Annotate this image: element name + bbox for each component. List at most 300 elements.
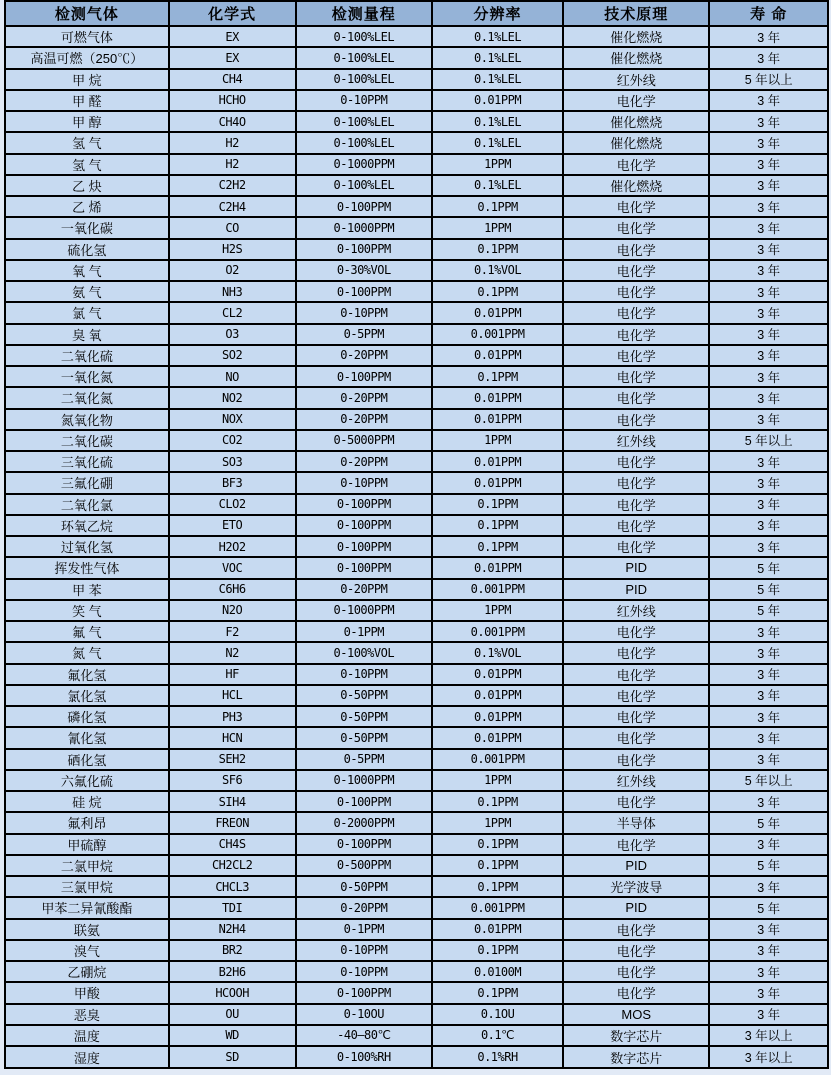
cell-resolution: 0.001PPM bbox=[432, 621, 563, 642]
cell-chemical-formula: NO2 bbox=[169, 387, 296, 408]
cell-chemical-formula: HCOOH bbox=[169, 982, 296, 1003]
cell-chemical-formula: H2 bbox=[169, 132, 296, 153]
cell-gas-name: 六氟化硫 bbox=[5, 770, 169, 791]
cell-chemical-formula: CO2 bbox=[169, 430, 296, 451]
cell-chemical-formula: TDI bbox=[169, 897, 296, 918]
cell-detection-range: 0-5PPM bbox=[296, 324, 433, 345]
cell-chemical-formula: N2O bbox=[169, 600, 296, 621]
cell-lifespan: 3 年 bbox=[709, 515, 828, 536]
cell-detection-range: 0-10PPM bbox=[296, 940, 433, 961]
cell-gas-name: 二氯甲烷 bbox=[5, 855, 169, 876]
cell-gas-name: 臭 氧 bbox=[5, 324, 169, 345]
cell-detection-range: 0-100PPM bbox=[296, 239, 433, 260]
cell-lifespan: 3 年 bbox=[709, 621, 828, 642]
cell-gas-name: 甲硫醇 bbox=[5, 834, 169, 855]
table-row bbox=[5, 940, 828, 961]
cell-detection-range: 0-5PPM bbox=[296, 749, 433, 770]
cell-gas-name: 二氧化氮 bbox=[5, 387, 169, 408]
cell-resolution: 0.1%LEL bbox=[432, 69, 563, 90]
cell-technical-principle: 电化学 bbox=[563, 324, 709, 345]
cell-chemical-formula: HCHO bbox=[169, 90, 296, 111]
cell-detection-range: 0-100PPM bbox=[296, 515, 433, 536]
cell-chemical-formula: NO bbox=[169, 366, 296, 387]
cell-gas-name: 硫化氢 bbox=[5, 239, 169, 260]
cell-chemical-formula: NOX bbox=[169, 409, 296, 430]
cell-gas-name: 氰化氢 bbox=[5, 727, 169, 748]
cell-detection-range: 0-100PPM bbox=[296, 834, 433, 855]
column-header-resolution: 分辨率 bbox=[432, 1, 563, 26]
cell-detection-range: 0-1000PPM bbox=[296, 217, 433, 238]
table-row bbox=[5, 834, 828, 855]
cell-gas-name: 乙 烯 bbox=[5, 196, 169, 217]
table-row bbox=[5, 175, 828, 196]
table-row bbox=[5, 876, 828, 897]
cell-lifespan: 3 年 bbox=[709, 387, 828, 408]
cell-gas-name: 甲 醛 bbox=[5, 90, 169, 111]
cell-technical-principle: 电化学 bbox=[563, 727, 709, 748]
cell-gas-name: 三氯甲烷 bbox=[5, 876, 169, 897]
cell-lifespan: 3 年 bbox=[709, 132, 828, 153]
cell-gas-name: 恶臭 bbox=[5, 1004, 169, 1025]
cell-lifespan: 3 年 bbox=[709, 642, 828, 663]
cell-gas-name: 甲苯二异氰酸酯 bbox=[5, 897, 169, 918]
cell-detection-range: 0-50PPM bbox=[296, 685, 433, 706]
cell-detection-range: 0-2000PPM bbox=[296, 812, 433, 833]
cell-chemical-formula: C2H2 bbox=[169, 175, 296, 196]
cell-lifespan: 3 年 bbox=[709, 451, 828, 472]
table-row bbox=[5, 791, 828, 812]
cell-detection-range: 0-50PPM bbox=[296, 706, 433, 727]
cell-chemical-formula: F2 bbox=[169, 621, 296, 642]
cell-lifespan: 5 年 bbox=[709, 855, 828, 876]
cell-chemical-formula: CL2 bbox=[169, 302, 296, 323]
cell-lifespan: 3 年以上 bbox=[709, 1046, 828, 1068]
cell-chemical-formula: B2H6 bbox=[169, 961, 296, 982]
cell-resolution: 0.001PPM bbox=[432, 897, 563, 918]
cell-gas-name: 三氟化硼 bbox=[5, 472, 169, 493]
cell-chemical-formula: BR2 bbox=[169, 940, 296, 961]
cell-resolution: 0.1OU bbox=[432, 1004, 563, 1025]
cell-chemical-formula: H2O2 bbox=[169, 536, 296, 557]
table-row bbox=[5, 642, 828, 663]
cell-lifespan: 3 年 bbox=[709, 749, 828, 770]
cell-resolution: 0.01PPM bbox=[432, 387, 563, 408]
cell-technical-principle: 数字芯片 bbox=[563, 1025, 709, 1046]
cell-resolution: 0.1PPM bbox=[432, 494, 563, 515]
cell-resolution: 0.1%VOL bbox=[432, 260, 563, 281]
cell-chemical-formula: HCN bbox=[169, 727, 296, 748]
cell-gas-name: 氢 气 bbox=[5, 154, 169, 175]
cell-detection-range: 0-10OU bbox=[296, 1004, 433, 1025]
cell-resolution: 0.1%LEL bbox=[432, 26, 563, 47]
table-row bbox=[5, 855, 828, 876]
cell-detection-range: 0-50PPM bbox=[296, 727, 433, 748]
cell-lifespan: 5 年以上 bbox=[709, 770, 828, 791]
cell-resolution: 0.01PPM bbox=[432, 302, 563, 323]
cell-chemical-formula: FREON bbox=[169, 812, 296, 833]
cell-chemical-formula: C6H6 bbox=[169, 579, 296, 600]
cell-gas-name: 氮氧化物 bbox=[5, 409, 169, 430]
cell-chemical-formula: VOC bbox=[169, 557, 296, 578]
table-row bbox=[5, 345, 828, 366]
cell-gas-name: 三氧化硫 bbox=[5, 451, 169, 472]
cell-technical-principle: PID bbox=[563, 557, 709, 578]
cell-technical-principle: 半导体 bbox=[563, 812, 709, 833]
cell-technical-principle: 电化学 bbox=[563, 217, 709, 238]
cell-technical-principle: 电化学 bbox=[563, 940, 709, 961]
table-row bbox=[5, 600, 828, 621]
table-row bbox=[5, 451, 828, 472]
cell-resolution: 0.1%VOL bbox=[432, 642, 563, 663]
cell-gas-name: 过氧化氢 bbox=[5, 536, 169, 557]
cell-technical-principle: 电化学 bbox=[563, 961, 709, 982]
cell-technical-principle: 电化学 bbox=[563, 90, 709, 111]
cell-resolution: 1PPM bbox=[432, 217, 563, 238]
cell-technical-principle: 电化学 bbox=[563, 366, 709, 387]
cell-lifespan: 3 年 bbox=[709, 175, 828, 196]
cell-gas-name: 甲 苯 bbox=[5, 579, 169, 600]
cell-detection-range: 0-10PPM bbox=[296, 664, 433, 685]
cell-gas-name: 挥发性气体 bbox=[5, 557, 169, 578]
cell-technical-principle: 电化学 bbox=[563, 345, 709, 366]
cell-gas-name: 一氧化氮 bbox=[5, 366, 169, 387]
cell-resolution: 1PPM bbox=[432, 812, 563, 833]
cell-chemical-formula: O3 bbox=[169, 324, 296, 345]
table-row bbox=[5, 430, 828, 451]
cell-lifespan: 5 年 bbox=[709, 579, 828, 600]
cell-resolution: 0.01PPM bbox=[432, 90, 563, 111]
cell-gas-name: 一氧化碳 bbox=[5, 217, 169, 238]
cell-technical-principle: PID bbox=[563, 897, 709, 918]
cell-resolution: 0.1PPM bbox=[432, 940, 563, 961]
cell-detection-range: 0-100PPM bbox=[296, 366, 433, 387]
cell-lifespan: 3 年 bbox=[709, 154, 828, 175]
table-row bbox=[5, 621, 828, 642]
gas-sensor-spec-sheet bbox=[4, 0, 829, 1069]
cell-resolution: 0.1%LEL bbox=[432, 47, 563, 68]
cell-technical-principle: 电化学 bbox=[563, 919, 709, 940]
cell-gas-name: 氯化氢 bbox=[5, 685, 169, 706]
cell-gas-name: 乙 炔 bbox=[5, 175, 169, 196]
cell-chemical-formula: CHCL3 bbox=[169, 876, 296, 897]
cell-gas-name: 氟 气 bbox=[5, 621, 169, 642]
cell-lifespan: 3 年 bbox=[709, 664, 828, 685]
table-row bbox=[5, 47, 828, 68]
cell-technical-principle: 电化学 bbox=[563, 302, 709, 323]
cell-technical-principle: 电化学 bbox=[563, 196, 709, 217]
cell-detection-range: 0-100%LEL bbox=[296, 26, 433, 47]
cell-resolution: 0.01PPM bbox=[432, 345, 563, 366]
cell-chemical-formula: NH3 bbox=[169, 281, 296, 302]
cell-chemical-formula: PH3 bbox=[169, 706, 296, 727]
cell-lifespan: 3 年 bbox=[709, 366, 828, 387]
cell-detection-range: 0-50PPM bbox=[296, 876, 433, 897]
cell-resolution: 0.01PPM bbox=[432, 685, 563, 706]
cell-resolution: 0.1%LEL bbox=[432, 111, 563, 132]
cell-chemical-formula: ETO bbox=[169, 515, 296, 536]
cell-technical-principle: 红外线 bbox=[563, 770, 709, 791]
cell-gas-name: 二氧化氯 bbox=[5, 494, 169, 515]
cell-lifespan: 3 年 bbox=[709, 940, 828, 961]
cell-detection-range: 0-10PPM bbox=[296, 90, 433, 111]
cell-technical-principle: 电化学 bbox=[563, 834, 709, 855]
cell-technical-principle: 催化燃烧 bbox=[563, 26, 709, 47]
cell-chemical-formula: OU bbox=[169, 1004, 296, 1025]
cell-chemical-formula: EX bbox=[169, 47, 296, 68]
cell-chemical-formula: SD bbox=[169, 1046, 296, 1068]
cell-detection-range: 0-100%LEL bbox=[296, 69, 433, 90]
table-row bbox=[5, 685, 828, 706]
cell-resolution: 0.01PPM bbox=[432, 409, 563, 430]
cell-lifespan: 3 年 bbox=[709, 1004, 828, 1025]
cell-detection-range: 0-100%LEL bbox=[296, 175, 433, 196]
table-row bbox=[5, 749, 828, 770]
cell-chemical-formula: H2 bbox=[169, 154, 296, 175]
cell-detection-range: 0-100PPM bbox=[296, 536, 433, 557]
cell-detection-range: -40—80℃ bbox=[296, 1025, 433, 1046]
cell-technical-principle: 红外线 bbox=[563, 69, 709, 90]
table-row bbox=[5, 961, 828, 982]
table-row bbox=[5, 217, 828, 238]
cell-resolution: 0.1PPM bbox=[432, 834, 563, 855]
cell-gas-name: 硒化氢 bbox=[5, 749, 169, 770]
table-row bbox=[5, 1025, 828, 1046]
column-header-principle: 技术原理 bbox=[563, 1, 709, 26]
cell-detection-range: 0-1000PPM bbox=[296, 154, 433, 175]
cell-lifespan: 5 年以上 bbox=[709, 430, 828, 451]
cell-technical-principle: 催化燃烧 bbox=[563, 132, 709, 153]
cell-lifespan: 3 年 bbox=[709, 727, 828, 748]
cell-technical-principle: 电化学 bbox=[563, 706, 709, 727]
cell-detection-range: 0-10PPM bbox=[296, 961, 433, 982]
cell-chemical-formula: SIH4 bbox=[169, 791, 296, 812]
cell-resolution: 0.1PPM bbox=[432, 982, 563, 1003]
cell-chemical-formula: O2 bbox=[169, 260, 296, 281]
cell-chemical-formula: N2H4 bbox=[169, 919, 296, 940]
cell-lifespan: 5 年 bbox=[709, 812, 828, 833]
cell-resolution: 0.1PPM bbox=[432, 196, 563, 217]
cell-chemical-formula: SO3 bbox=[169, 451, 296, 472]
cell-gas-name: 氮 气 bbox=[5, 642, 169, 663]
table-row bbox=[5, 579, 828, 600]
cell-resolution: 1PPM bbox=[432, 430, 563, 451]
cell-gas-name: 甲酸 bbox=[5, 982, 169, 1003]
table-row bbox=[5, 812, 828, 833]
cell-lifespan: 3 年 bbox=[709, 919, 828, 940]
cell-chemical-formula: WD bbox=[169, 1025, 296, 1046]
cell-detection-range: 0-100PPM bbox=[296, 494, 433, 515]
cell-resolution: 0.01PPM bbox=[432, 451, 563, 472]
cell-gas-name: 二氧化碳 bbox=[5, 430, 169, 451]
cell-lifespan: 3 年 bbox=[709, 47, 828, 68]
cell-technical-principle: 催化燃烧 bbox=[563, 175, 709, 196]
cell-lifespan: 3 年 bbox=[709, 409, 828, 430]
cell-lifespan: 3 年 bbox=[709, 982, 828, 1003]
cell-technical-principle: 电化学 bbox=[563, 621, 709, 642]
table-row bbox=[5, 132, 828, 153]
cell-resolution: 0.1%RH bbox=[432, 1046, 563, 1068]
table-row bbox=[5, 111, 828, 132]
cell-chemical-formula: EX bbox=[169, 26, 296, 47]
cell-resolution: 0.1℃ bbox=[432, 1025, 563, 1046]
table-row bbox=[5, 982, 828, 1003]
cell-chemical-formula: SO2 bbox=[169, 345, 296, 366]
table-row bbox=[5, 515, 828, 536]
cell-technical-principle: 电化学 bbox=[563, 685, 709, 706]
cell-chemical-formula: HCL bbox=[169, 685, 296, 706]
table-row bbox=[5, 281, 828, 302]
cell-technical-principle: 电化学 bbox=[563, 472, 709, 493]
cell-resolution: 0.01PPM bbox=[432, 727, 563, 748]
cell-lifespan: 5 年 bbox=[709, 897, 828, 918]
table-row bbox=[5, 260, 828, 281]
cell-resolution: 0.1%LEL bbox=[432, 175, 563, 196]
cell-technical-principle: 电化学 bbox=[563, 409, 709, 430]
cell-resolution: 0.1PPM bbox=[432, 855, 563, 876]
cell-resolution: 0.0100M bbox=[432, 961, 563, 982]
cell-technical-principle: 电化学 bbox=[563, 664, 709, 685]
cell-chemical-formula: HF bbox=[169, 664, 296, 685]
cell-resolution: 0.1%LEL bbox=[432, 132, 563, 153]
cell-detection-range: 0-500PPM bbox=[296, 855, 433, 876]
cell-lifespan: 5 年以上 bbox=[709, 69, 828, 90]
table-row bbox=[5, 472, 828, 493]
cell-gas-name: 高温可燃（250℃） bbox=[5, 47, 169, 68]
cell-technical-principle: 电化学 bbox=[563, 281, 709, 302]
cell-resolution: 0.1PPM bbox=[432, 239, 563, 260]
cell-detection-range: 0-20PPM bbox=[296, 387, 433, 408]
table-row bbox=[5, 26, 828, 47]
cell-lifespan: 5 年 bbox=[709, 600, 828, 621]
cell-technical-principle: 电化学 bbox=[563, 642, 709, 663]
cell-detection-range: 0-100%RH bbox=[296, 1046, 433, 1068]
cell-lifespan: 3 年 bbox=[709, 791, 828, 812]
cell-detection-range: 0-5000PPM bbox=[296, 430, 433, 451]
cell-detection-range: 0-20PPM bbox=[296, 409, 433, 430]
table-row bbox=[5, 409, 828, 430]
column-header-range: 检测量程 bbox=[296, 1, 433, 26]
cell-chemical-formula: CH4S bbox=[169, 834, 296, 855]
cell-lifespan: 3 年 bbox=[709, 217, 828, 238]
cell-gas-name: 硅 烷 bbox=[5, 791, 169, 812]
cell-lifespan: 3 年 bbox=[709, 494, 828, 515]
cell-gas-name: 乙硼烷 bbox=[5, 961, 169, 982]
column-header-gas: 检测气体 bbox=[5, 1, 169, 26]
cell-chemical-formula: CO bbox=[169, 217, 296, 238]
cell-detection-range: 0-20PPM bbox=[296, 579, 433, 600]
cell-detection-range: 0-100%LEL bbox=[296, 132, 433, 153]
cell-resolution: 0.01PPM bbox=[432, 706, 563, 727]
table-header bbox=[5, 1, 828, 26]
table-row bbox=[5, 919, 828, 940]
cell-gas-name: 溴气 bbox=[5, 940, 169, 961]
cell-chemical-formula: SEH2 bbox=[169, 749, 296, 770]
cell-resolution: 0.1PPM bbox=[432, 366, 563, 387]
cell-chemical-formula: C2H4 bbox=[169, 196, 296, 217]
cell-detection-range: 0-100%VOL bbox=[296, 642, 433, 663]
cell-resolution: 0.01PPM bbox=[432, 557, 563, 578]
cell-lifespan: 3 年 bbox=[709, 281, 828, 302]
cell-chemical-formula: CH4O bbox=[169, 111, 296, 132]
cell-technical-principle: 数字芯片 bbox=[563, 1046, 709, 1068]
cell-lifespan: 3 年 bbox=[709, 961, 828, 982]
cell-resolution: 0.1PPM bbox=[432, 536, 563, 557]
cell-chemical-formula: CLO2 bbox=[169, 494, 296, 515]
cell-chemical-formula: BF3 bbox=[169, 472, 296, 493]
cell-detection-range: 0-100PPM bbox=[296, 982, 433, 1003]
cell-detection-range: 0-10PPM bbox=[296, 472, 433, 493]
cell-lifespan: 3 年 bbox=[709, 472, 828, 493]
cell-detection-range: 0-20PPM bbox=[296, 897, 433, 918]
cell-technical-principle: 电化学 bbox=[563, 387, 709, 408]
cell-detection-range: 0-1PPM bbox=[296, 621, 433, 642]
cell-resolution: 0.1PPM bbox=[432, 791, 563, 812]
cell-lifespan: 3 年 bbox=[709, 834, 828, 855]
cell-detection-range: 0-10PPM bbox=[296, 302, 433, 323]
cell-lifespan: 3 年 bbox=[709, 302, 828, 323]
cell-resolution: 0.1PPM bbox=[432, 281, 563, 302]
table-row bbox=[5, 557, 828, 578]
cell-detection-range: 0-100PPM bbox=[296, 557, 433, 578]
cell-detection-range: 0-20PPM bbox=[296, 451, 433, 472]
cell-lifespan: 3 年 bbox=[709, 196, 828, 217]
cell-lifespan: 3 年 bbox=[709, 345, 828, 366]
cell-technical-principle: 光学波导 bbox=[563, 876, 709, 897]
cell-detection-range: 0-1PPM bbox=[296, 919, 433, 940]
cell-chemical-formula: CH4 bbox=[169, 69, 296, 90]
cell-technical-principle: 红外线 bbox=[563, 600, 709, 621]
cell-resolution: 1PPM bbox=[432, 154, 563, 175]
cell-technical-principle: 电化学 bbox=[563, 494, 709, 515]
cell-technical-principle: 电化学 bbox=[563, 451, 709, 472]
cell-resolution: 1PPM bbox=[432, 770, 563, 791]
column-header-formula: 化学式 bbox=[169, 1, 296, 26]
table-row bbox=[5, 897, 828, 918]
cell-chemical-formula: CH2CL2 bbox=[169, 855, 296, 876]
cell-lifespan: 5 年 bbox=[709, 557, 828, 578]
cell-detection-range: 0-100%LEL bbox=[296, 47, 433, 68]
cell-resolution: 0.1PPM bbox=[432, 515, 563, 536]
cell-gas-name: 联氨 bbox=[5, 919, 169, 940]
table-row bbox=[5, 387, 828, 408]
table-row bbox=[5, 196, 828, 217]
cell-gas-name: 甲 烷 bbox=[5, 69, 169, 90]
table-row bbox=[5, 90, 828, 111]
cell-resolution: 0.01PPM bbox=[432, 919, 563, 940]
cell-technical-principle: 电化学 bbox=[563, 515, 709, 536]
table-row bbox=[5, 727, 828, 748]
cell-detection-range: 0-1000PPM bbox=[296, 600, 433, 621]
cell-resolution: 0.01PPM bbox=[432, 472, 563, 493]
table-row bbox=[5, 706, 828, 727]
cell-technical-principle: 电化学 bbox=[563, 154, 709, 175]
cell-resolution: 0.001PPM bbox=[432, 579, 563, 600]
cell-technical-principle: 电化学 bbox=[563, 536, 709, 557]
cell-technical-principle: 红外线 bbox=[563, 430, 709, 451]
cell-lifespan: 3 年 bbox=[709, 536, 828, 557]
cell-chemical-formula: N2 bbox=[169, 642, 296, 663]
cell-gas-name: 氧 气 bbox=[5, 260, 169, 281]
table-body bbox=[5, 26, 828, 1068]
cell-lifespan: 3 年 bbox=[709, 685, 828, 706]
gas-sensor-spec-table bbox=[4, 0, 829, 1069]
cell-lifespan: 3 年 bbox=[709, 324, 828, 345]
column-header-lifespan: 寿 命 bbox=[709, 1, 828, 26]
table-row bbox=[5, 366, 828, 387]
table-row bbox=[5, 69, 828, 90]
cell-gas-name: 磷化氢 bbox=[5, 706, 169, 727]
cell-gas-name: 二氧化硫 bbox=[5, 345, 169, 366]
